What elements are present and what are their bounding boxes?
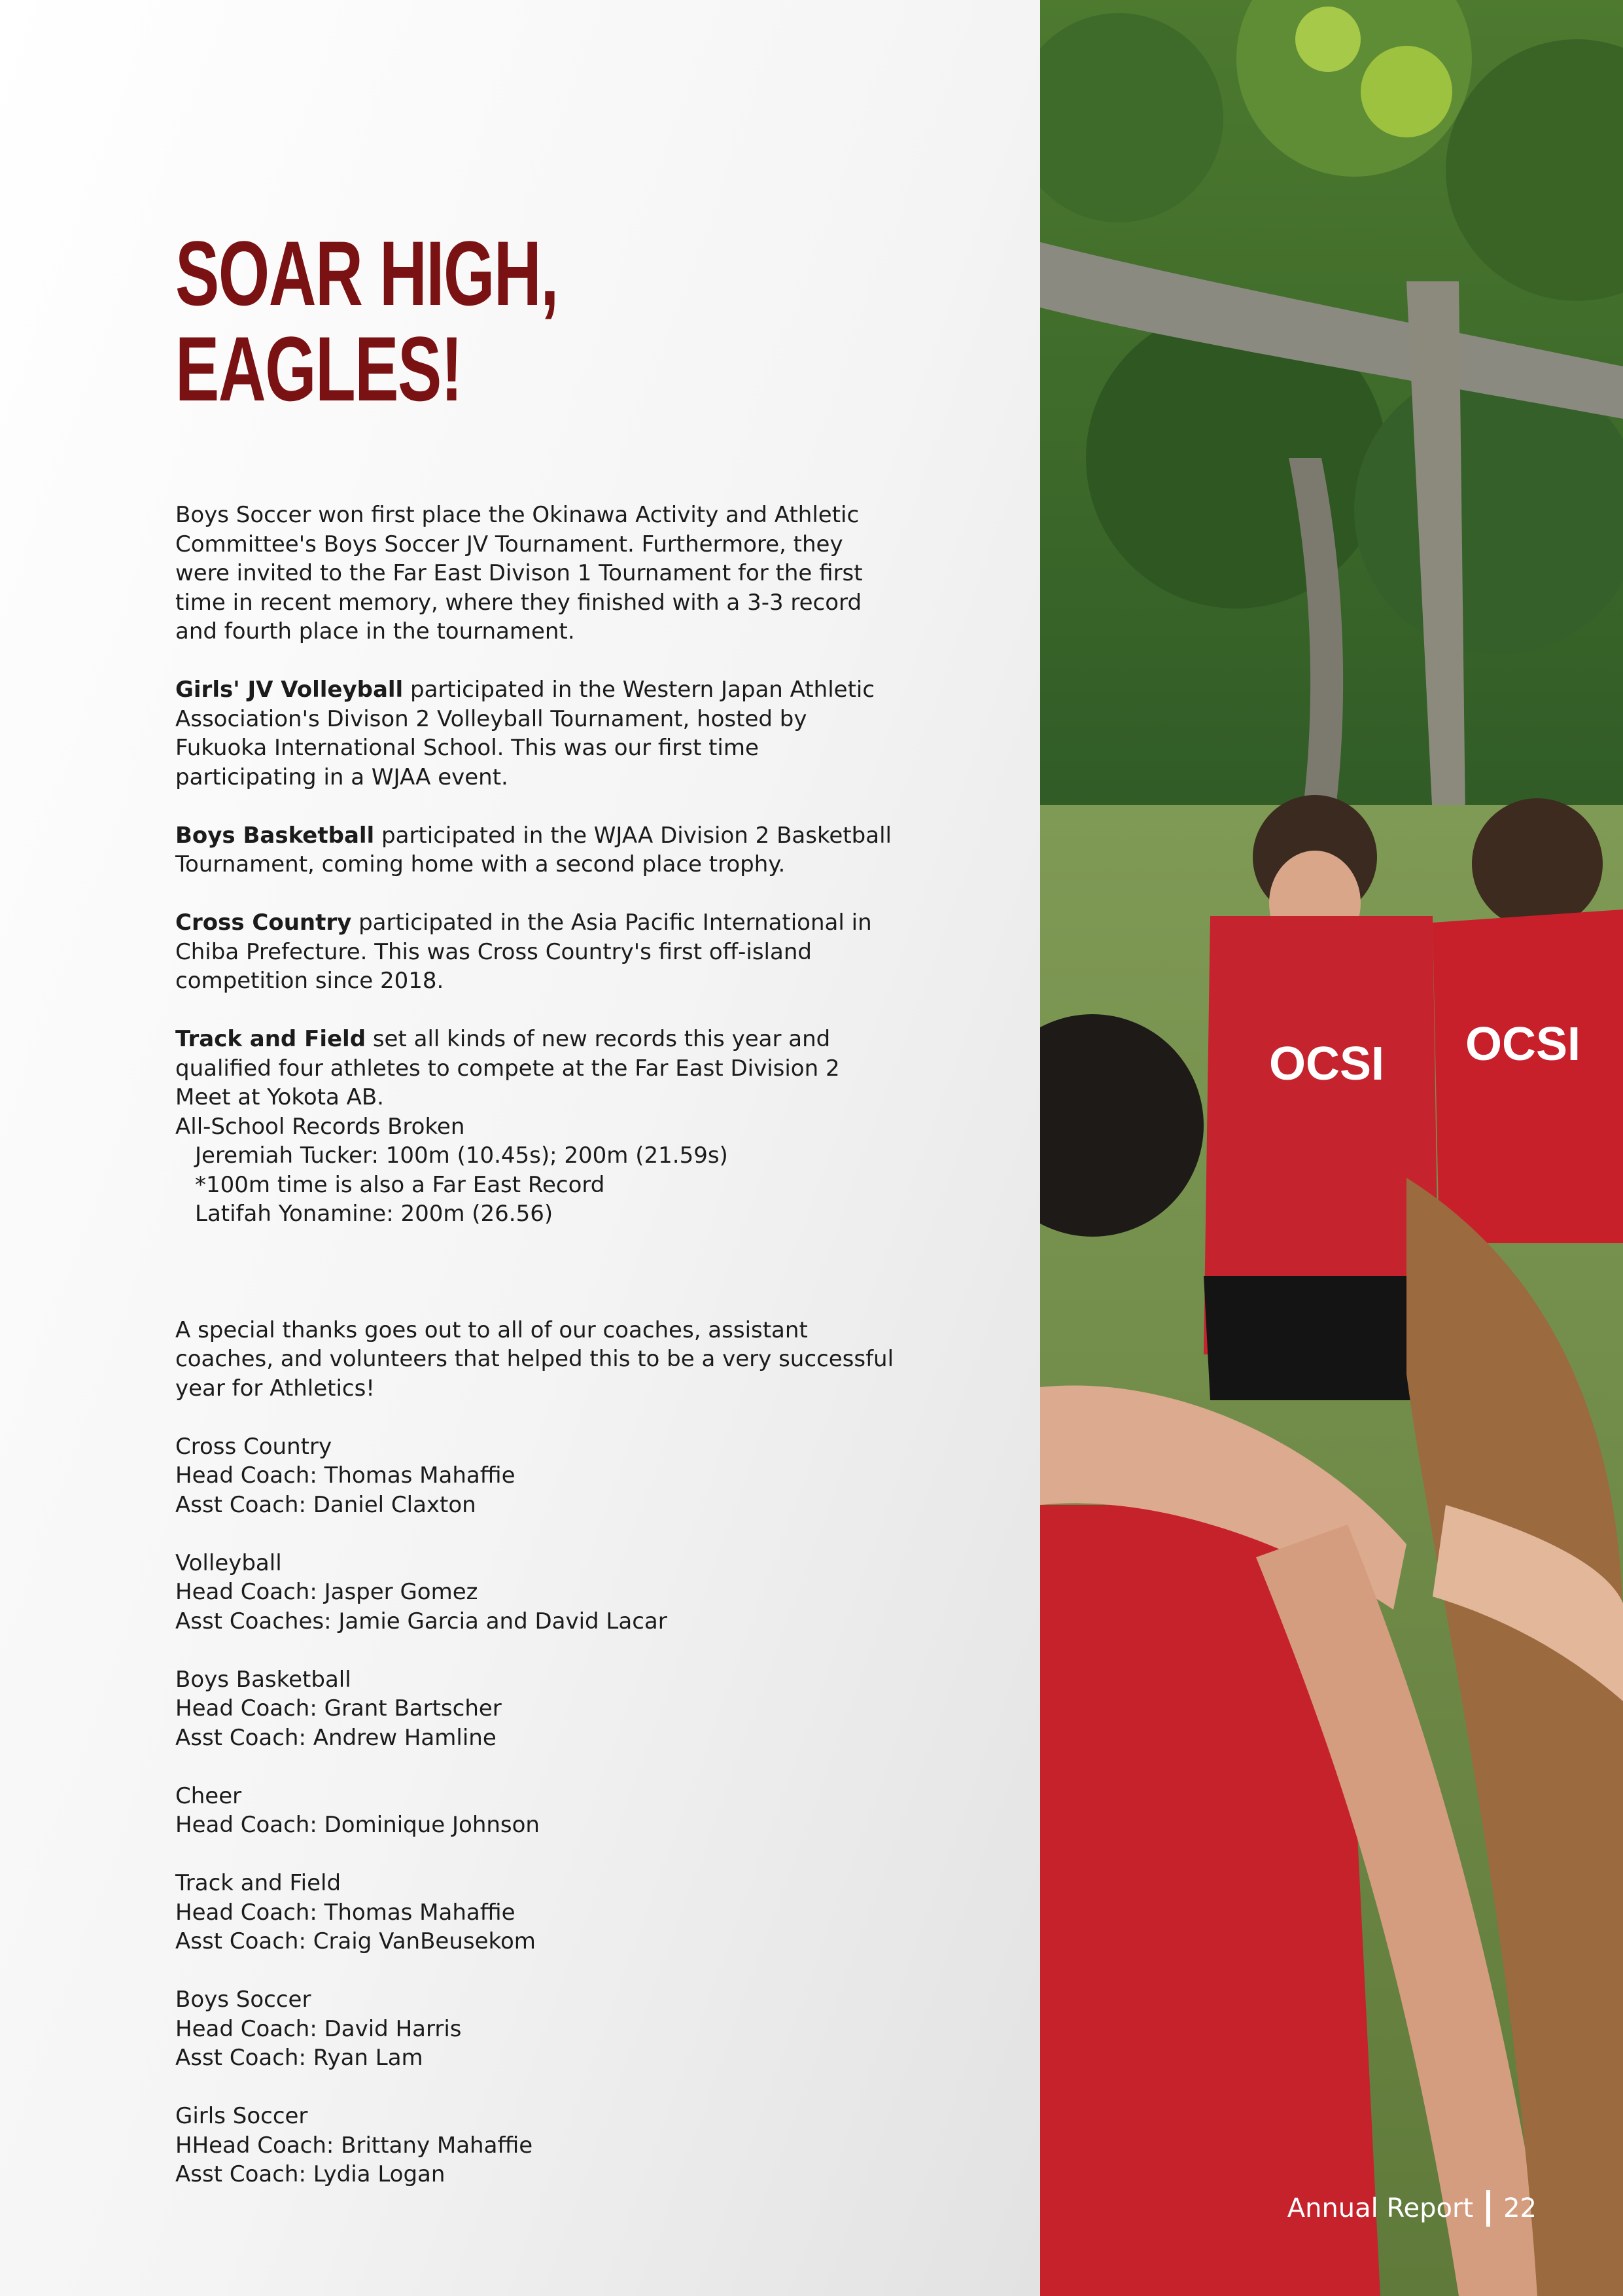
track-heading: Track and Field [175, 1026, 366, 1052]
jersey-text: OCSI [1269, 1038, 1385, 1090]
records-heading: All-School Records Broken [175, 1113, 465, 1140]
coach-line: HHead Coach: Brittany Mahaffie [175, 2132, 533, 2159]
coach-group [175, 1869, 895, 1956]
record-line: Jeremiah Tucker: 100m (10.45s); 200m (21.59s) [195, 1142, 728, 1169]
coach-line: Head Coach: Thomas Mahaffie [175, 1899, 515, 1926]
coach-line: Head Coach: Thomas Mahaffie [175, 1462, 515, 1489]
coach-sport: Boys Soccer [175, 1987, 311, 2013]
coach-sport: Cross Country [175, 1433, 332, 1460]
title-line-2: EAGLES! [175, 317, 462, 420]
coach-group [175, 2102, 895, 2189]
coach-group [175, 1432, 895, 1520]
team-huddle-photo [1040, 0, 1623, 2296]
paragraph-basketball [175, 821, 895, 879]
coach-sport: Volleyball [175, 1549, 282, 1576]
page-title [175, 222, 558, 420]
coach-sport: Girls Soccer [175, 2103, 308, 2129]
basketball-heading: Boys Basketball [175, 822, 375, 849]
basketball-text: participated in the WJAA Division 2 Basketball Tournament, coming home with a second place trophy. [175, 822, 892, 877]
volleyball-text: participated in the Western Japan Athletic Association's Divison 2 Volleyball Tournament, hosted by Fukuoka International School. This was our first time participating in a WJAA event. [175, 677, 875, 790]
page-number: 22 [1503, 2193, 1537, 2223]
coach-line: Head Coach: Dominique Johnson [175, 1812, 540, 1838]
coach-line: Asst Coach: Daniel Claxton [175, 1491, 476, 1518]
paragraph-track [175, 1025, 895, 1112]
coach-sport: Boys Basketball [175, 1666, 351, 1693]
volleyball-heading: Girls' JV Volleyball [175, 677, 404, 703]
title-line-1: SOAR HIGH, [175, 222, 558, 325]
footer-divider [1486, 2190, 1490, 2227]
paragraph-cross-country [175, 908, 895, 996]
coach-line: Asst Coach: Lydia Logan [175, 2161, 445, 2187]
page-footer [1287, 2189, 1537, 2228]
footer-label: Annual Report [1287, 2193, 1474, 2223]
coach-line: Asst Coach: Ryan Lam [175, 2045, 423, 2071]
paragraph-volleyball [175, 675, 895, 792]
coach-group [175, 1665, 895, 1753]
record-line: *100m time is also a Far East Record [195, 1171, 605, 1198]
coach-line: Head Coach: Grant Bartscher [175, 1695, 502, 1722]
cross-country-heading: Cross Country [175, 910, 352, 936]
coach-group [175, 1985, 895, 2073]
coach-line: Asst Coach: Craig VanBeusekom [175, 1928, 536, 1954]
coach-line: Head Coach: David Harris [175, 2015, 462, 2042]
thanks-paragraph: A special thanks goes out to all of our coaches, assistant coaches, and volunteers that helped this to be a very successful year for Athletics! [175, 1316, 894, 1402]
coach-group [175, 1782, 895, 1840]
cross-country-text: participated in the Asia Pacific International in Chiba Prefecture. This was Cross Country's first off-island competition since 2018. [175, 910, 872, 994]
coach-sport: Cheer [175, 1782, 242, 1809]
coach-sport: Track and Field [175, 1870, 341, 1896]
track-text: set all kinds of new records this year and qualified four athletes to compete at the Far East Division 2 Meet at Yokota AB. [175, 1026, 840, 1110]
record-line: Latifah Yonamine: 200m (26.56) [195, 1201, 553, 1227]
jersey-text: OCSI [1465, 1018, 1581, 1070]
coach-line: Asst Coach: Andrew Hamline [175, 1724, 497, 1751]
coach-group [175, 1549, 895, 1636]
article-body [175, 501, 895, 2189]
paragraph-boys-soccer: Boys Soccer won first place the Okinawa Activity and Athletic Committee's Boys Soccer JV Tournament. Furthermore, they were invited to the Far East Divison 1 Tournament for the first time in recent memory, where they finished with a 3-3 record and fourth place in the tournament. [175, 502, 863, 645]
coach-line: Head Coach: Jasper Gomez [175, 1579, 478, 1605]
coach-line: Asst Coaches: Jamie Garcia and David Lacar [175, 1608, 667, 1634]
